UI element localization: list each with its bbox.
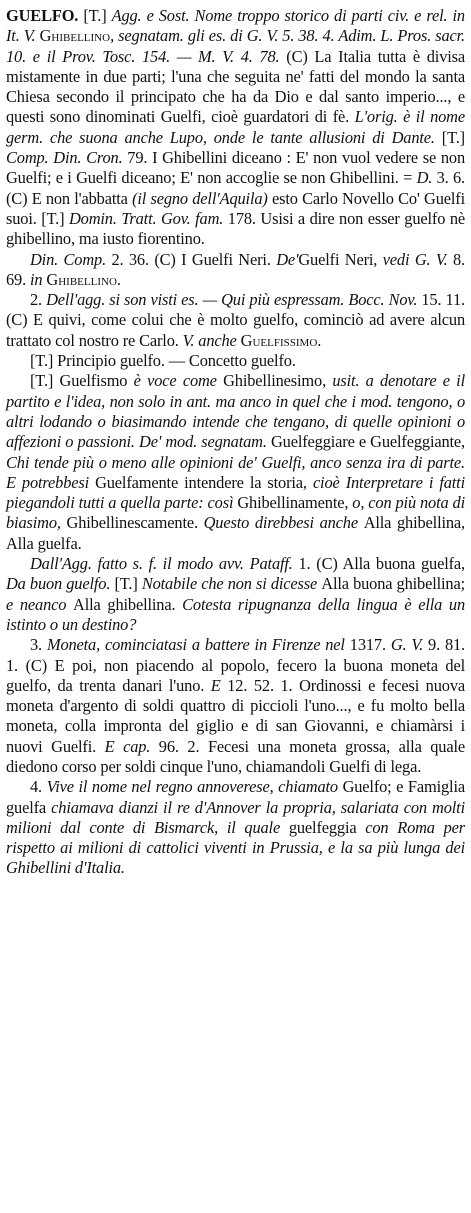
text-run: 12. 52. 1. Ordinossi e fecesi nuova moneta d'argento di soldi quattro di piccioli l'uno..., e fu molto bella moneta, colla impronta del giglio e di san Giovanni, e chiamàrsi i nuovi Guelfi. xyxy=(6,675,465,756)
text-run: Alla buona ghibellina; xyxy=(321,574,465,594)
text-run: Guelfissimo xyxy=(240,330,318,350)
text-run: Ghibellino xyxy=(39,26,111,46)
text-run: con Roma per rispetto ai milioni di cattolici viventi in Prussia, e la sa più lunga dei Ghibellini d'Italia. xyxy=(6,817,465,878)
text-run: 3. 6. (C) E non l'abbatta xyxy=(6,168,465,208)
text-run: L'orig. è il nome germ. che suona anche Lupo, onde le tante allusioni di Dante. xyxy=(6,107,465,147)
text-run: E xyxy=(210,675,228,695)
text-run: Comp. Din. Cron. xyxy=(6,148,128,168)
text-run: 9. 81. 1. (C) E poi, non piacendo al popolo, fecero la buona moneta del guelfo, da trenta danari l'uno. xyxy=(6,635,466,695)
text-run: Dall'Agg. fatto s. f. il modo avv. Pataff. xyxy=(30,554,299,574)
text-run: è voce come xyxy=(133,371,224,391)
text-run: V. anche xyxy=(182,330,241,350)
text-run: D. xyxy=(416,168,437,188)
entry-paragraph-definition xyxy=(6,6,465,250)
text-run: 1. (C) Alla buona guelfa, xyxy=(298,554,465,574)
text-run: 4. xyxy=(30,777,47,797)
text-run: Questo direbbesi anche xyxy=(203,513,364,533)
text-run: 8. 69. xyxy=(6,249,465,289)
text-run: Ghibellinamente, xyxy=(237,493,353,513)
entry-paragraph-principio xyxy=(6,351,465,371)
text-run: 79. I Ghibellini diceano : E' non vuol vedere se non Guelfi; e i Guelfi diceano; E' non accoglie se non Ghibellini. = xyxy=(6,148,465,188)
text-run: [T.] Guelfismo xyxy=(30,371,134,391)
text-run: 3. xyxy=(30,635,47,655)
text-run: Ghibellino xyxy=(46,269,117,289)
text-run: [T.] xyxy=(114,574,142,594)
text-run: Guelfo; e Famiglia guelfa xyxy=(6,777,465,817)
text-run: [T.] Principio guelfo. — Concetto guelfo. xyxy=(30,351,296,371)
entry-paragraph-sense-4 xyxy=(6,777,465,878)
text-run: [T.] xyxy=(83,6,112,25)
entry-paragraph-guelfismo xyxy=(6,371,465,554)
text-run: cioè Interpretare i fatti piegandoli tutti a quella parte: così xyxy=(6,472,465,513)
text-run: Alla ghibellina. xyxy=(73,594,183,614)
text-run: Vive il nome nel regno annoverese, chiamato xyxy=(46,777,343,797)
text-run: chiamava dianzi il re d'Annover la propria, salariata con molti milioni dal conte di Bismarck, il quale xyxy=(6,797,465,837)
text-run: Ghibellinesimo, xyxy=(223,371,333,391)
text-run: 2. 36. (C) I Guelfi Neri. xyxy=(111,249,277,269)
text-run: Da buon guelfo. xyxy=(6,574,115,594)
text-run: 1317. xyxy=(349,635,391,655)
text-run: G. V. xyxy=(390,635,429,655)
text-run: o, con più nota di biasimo, xyxy=(6,493,465,533)
text-run: e neanco xyxy=(6,594,74,614)
text-run: Cotesta ripugnanza della lingua è ella un istinto o un destino? xyxy=(6,594,465,634)
text-run: Din. Comp. xyxy=(30,249,112,269)
text-run: in xyxy=(30,269,47,289)
text-run: guelfeggia xyxy=(288,817,366,837)
text-run: GUELFO. xyxy=(6,6,84,25)
text-run: esto Carlo Novello Co' Guelfi suoi. [T.] xyxy=(6,188,465,228)
entry-paragraph-sense-3-moneta xyxy=(6,635,465,777)
text-run: Agg. e Sost. Nome troppo storico di parti civ. e rel. in It. V. xyxy=(6,6,465,46)
text-run: Notabile che non si dicesse xyxy=(141,574,322,594)
text-run: Guelfeggiare e Guelfeggiante, xyxy=(270,432,465,452)
text-run: . xyxy=(116,269,121,289)
text-run: . xyxy=(317,330,322,350)
text-run: Ghibellinescamente. xyxy=(66,513,204,533)
text-run: 2. xyxy=(30,290,47,310)
text-run: Alla ghibellina, Alla guelfa. xyxy=(6,513,465,553)
text-run: E cap. xyxy=(104,736,159,756)
text-run: 15. 11. (C) E quivi, come colui che è molto guelfo, cominciò ad avere alcun trattato col nostro re Carlo. xyxy=(6,290,465,350)
text-run: 96. 2. Fecesi una moneta grossa, alla quale diedono corso per soldi cinque l'uno, chiamandoli Guelfi di lega. xyxy=(6,736,466,776)
entry-paragraph-alla-guelfa xyxy=(6,554,465,635)
text-run: Domin. Tratt. Gov. fam. xyxy=(68,208,228,228)
text-run: vedi G. V. xyxy=(382,249,453,269)
text-run: Dell'agg. si son visti es. — Qui più espressam. Bocc. Nov. xyxy=(46,290,422,310)
text-run: (il segno dell'Aquila) xyxy=(132,188,272,208)
entry-paragraph-citation xyxy=(6,250,465,291)
text-run: Moneta, cominciatasi a battere in Firenze nel xyxy=(46,635,350,655)
text-run: Guelfi Neri, xyxy=(298,249,383,269)
text-run: De' xyxy=(276,249,299,269)
dictionary-entry-guelfo xyxy=(6,6,465,879)
entry-paragraph-sense-2 xyxy=(6,290,465,351)
text-run: [T.] xyxy=(441,127,465,147)
text-run: 178. Usisi a dire non esser guelfo nè ghibellino, ma iusto fiorentino. xyxy=(6,208,465,249)
text-run: Guelfamente intendere la storia, xyxy=(95,472,313,492)
text-run: usit. a denotare e il partito e l'idea, non solo in ant. ma anco in quel che i mod. tengono, o altri lodando o biasimando intende che tengano, di quelle opinioni o affezioni o passioni. De' mod. segnatam. xyxy=(6,371,465,452)
text-run: , segnatam. gli es. di G. V. 5. 38. 4. Adim. L. Pros. sacr. 10. e il Prov. Tosc. 154. — M. V. 4. 78. xyxy=(6,26,465,66)
text-run: Chi tende più o meno alle opinioni de' Guelfi, anco senza ira di parte. E potrebbesi xyxy=(6,452,465,492)
text-run: (C) La Italia tutta è divisa mistamente in due parti; l'una che seguita ne' fatti del mondo la santa Chiesa secondo il principato che ha da Dio e dal santo imperio..., e questi sono dinominati Guelfi, cioè guardatori di fè. xyxy=(6,46,466,127)
